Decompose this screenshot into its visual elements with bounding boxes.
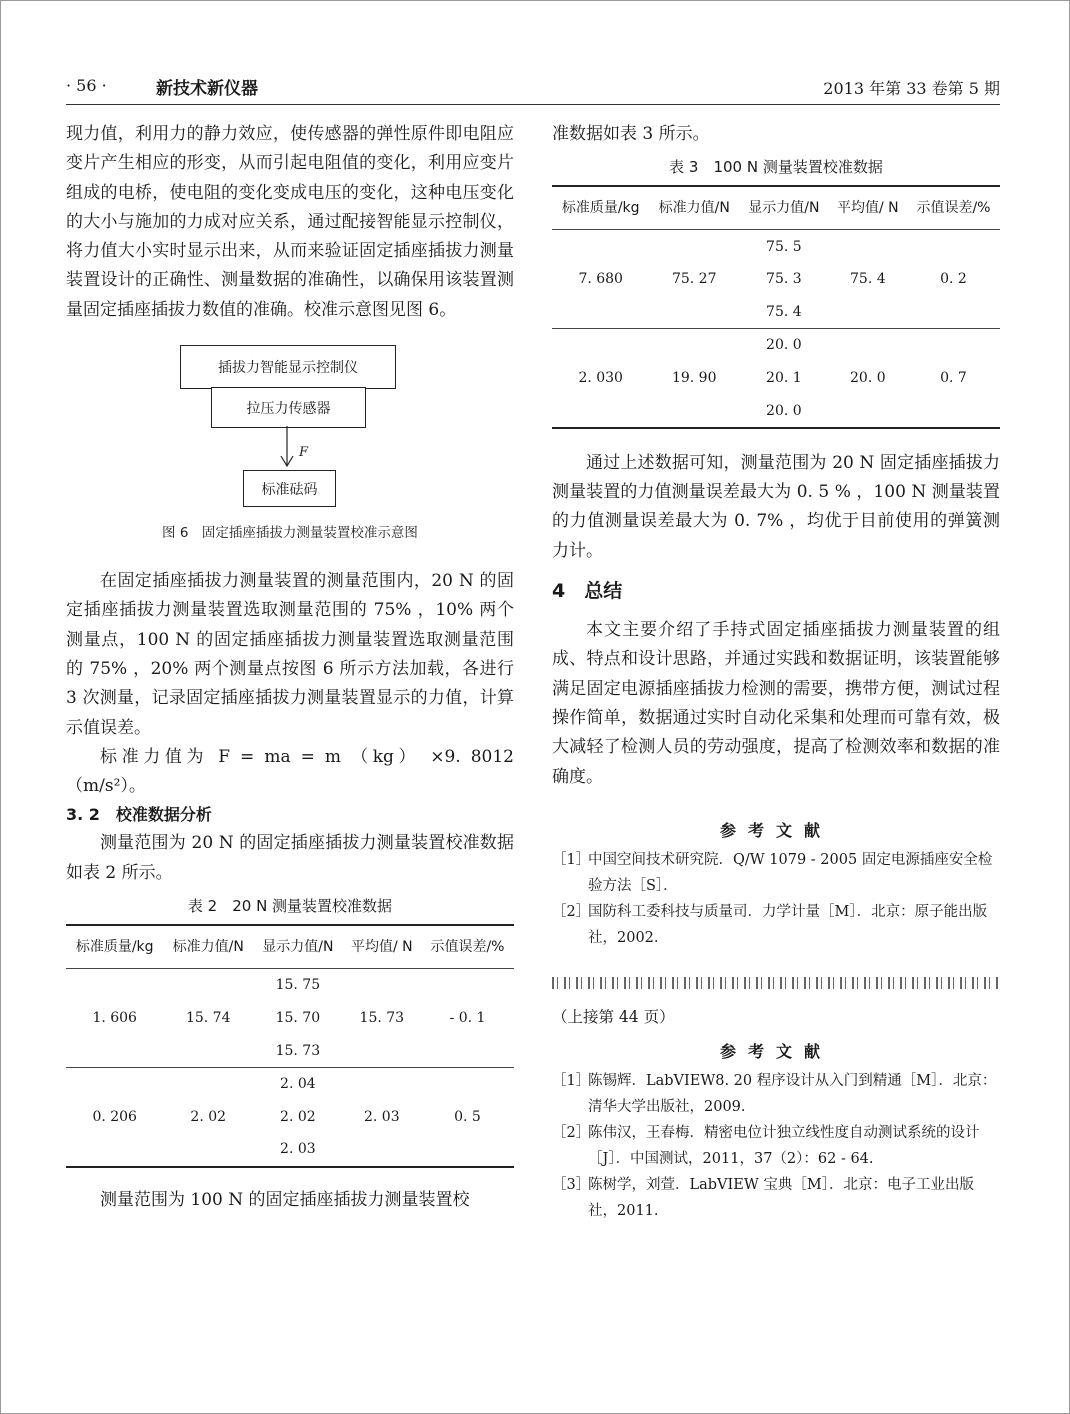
table-caption: 表 2 20 N 测量装置校准数据: [187, 897, 393, 916]
ref-text: 中国空间技术研究院．Q/W 1079 - 2005 固定电源插座安全检验方法［S］．: [588, 851, 993, 894]
paragraph: 测量范围为 100 N 的固定插座插拔力测量装置校: [100, 1189, 470, 1210]
continued-note: （上接第 44 页）: [552, 1007, 675, 1026]
reading-cell: 15. 73: [275, 1042, 321, 1059]
header-cell: 示值误差/%: [916, 200, 991, 217]
avg-cell: 20. 0: [850, 369, 886, 386]
reference-item: [552, 1172, 1000, 1224]
reading-cell: 15. 75: [275, 977, 321, 994]
references-heading: 参考文献: [719, 820, 832, 840]
journal-name: 新技术新仪器: [156, 79, 258, 99]
force-cell: 15. 74: [185, 1009, 231, 1026]
header-cell: 标准质量/kg: [75, 939, 154, 956]
header-cell: 标准质量/kg: [561, 200, 640, 217]
ref-number: ［2］: [552, 903, 591, 920]
header-cell: 显示力值/N: [748, 200, 820, 217]
table-row: [552, 329, 1000, 362]
reading-cell: 2. 03: [280, 1141, 316, 1158]
reading-cell: 2. 04: [280, 1076, 316, 1093]
table-caption: 表 3 100 N 测量装置校准数据: [669, 158, 883, 177]
header-rule: [66, 104, 1000, 105]
avg-cell: 2. 03: [364, 1108, 400, 1125]
reference-item: [552, 1120, 1000, 1172]
mass-cell: 7. 680: [578, 271, 623, 288]
header-cell: 平均值/ N: [350, 939, 413, 956]
table-row: [66, 1067, 514, 1100]
ref-text: 陈锡辉．LabVIEW8. 20 程序设计从入门到精通［M］．北京：清华大学出版社，2009.: [588, 1072, 997, 1115]
reference-item: [552, 899, 1000, 951]
reference-item: [552, 1068, 1000, 1120]
paragraph: 本文主要介绍了手持式固定插座插拔力测量装置的组成、特点和设计思路，并通过实践和数据证明，该装置能够满足固定电源插座插拔力检测的需要，携带方便，测试过程操作简单，数据通过实时自动化采集和处理而可靠有效，极大减轻了检测人员的劳动强度，提高了检测效率和数据的准确度。: [552, 620, 1000, 787]
mass-cell: 2. 030: [578, 369, 623, 386]
table-2: [66, 924, 514, 1168]
reading-cell: 20. 0: [766, 402, 802, 419]
ref-text: 陈伟汉，王春梅．精密电位计独立线性度自动测试系统的设计［J］．中国测试，2011，37（2）：62 - 64.: [588, 1124, 980, 1167]
section-heading: 3. 2 校准数据分析: [66, 805, 212, 825]
decorative-divider: [552, 977, 1000, 989]
reading-cell: 2. 02: [280, 1108, 316, 1125]
ref-number: ［3］: [552, 1176, 591, 1193]
force-cell: 75. 27: [671, 271, 717, 288]
references-list: [552, 1068, 1000, 1224]
sensor-box: 拉压力传感器: [211, 387, 366, 428]
error-cell: 0. 5: [454, 1108, 481, 1125]
error-cell: - 0. 1: [449, 1009, 486, 1026]
header-cell: 显示力值/N: [262, 939, 334, 956]
reading-cell: 20. 1: [766, 369, 802, 386]
reading-cell: 15. 70: [275, 1009, 321, 1026]
ref-text: 陈树学，刘萱．LabVIEW 宝典［M］．北京：电子工业出版社，2011.: [588, 1176, 974, 1219]
table-header-row: [552, 186, 1000, 230]
references-heading: 参考文献: [719, 1041, 832, 1061]
paragraph: 准数据如表 3 所示。: [552, 124, 710, 144]
issue-info: 2013 年第 33 卷第 5 期: [823, 79, 1000, 98]
ref-text: 国防科工委科技与质量司．力学计量［M］．北京：原子能出版社，2002.: [588, 903, 988, 946]
paragraph: 现力值，利用力的静力效应，使传感器的弹性原件即电阻应变片产生相应的形变，从而引起电阻值的变化，利用应变片组成的电桥，使电阻的变化变成电压的变化，这种电压变化的大小与施加的力成对应关系，通过配接智能显示控制仪，将力值大小实时显示出来，从而来验证固定插座插拔力测量装置设计的正确性、测量数据的准确性，以确保用该装置测量固定插座插拔力数值的准确。校准示意图见图 6。: [66, 124, 514, 320]
header-cell: 平均值/ N: [836, 200, 899, 217]
error-cell: 0. 2: [940, 271, 967, 288]
mass-cell: 0. 206: [92, 1108, 137, 1125]
avg-cell: 75. 4: [850, 271, 886, 288]
reading-cell: 75. 3: [766, 271, 802, 288]
reading-cell: 75. 4: [766, 303, 802, 320]
force-cell: 19. 90: [671, 369, 717, 386]
header-cell: 标准力值/N: [658, 200, 730, 217]
reading-cell: 75. 5: [766, 238, 802, 255]
error-cell: 0. 7: [940, 369, 967, 386]
ref-number: ［1］: [552, 1072, 591, 1089]
table-3: [552, 185, 1000, 429]
weight-box: 标准砝码: [243, 470, 336, 507]
force-cell: 2. 02: [190, 1108, 227, 1125]
left-column: [66, 120, 514, 1215]
section-heading: 4 总结: [552, 580, 623, 603]
header-cell: 标准力值/N: [172, 939, 244, 956]
controller-box: 插拔力智能显示控制仪: [180, 345, 396, 389]
figure-6: [66, 335, 514, 567]
formula-paragraph: 标准力值为 F = ma = m （kg） ×9. 8012 （m/s²）。: [66, 746, 514, 797]
reference-item: [552, 847, 1000, 899]
avg-cell: 15. 73: [359, 1009, 405, 1026]
references-list: [552, 847, 1000, 951]
reading-cell: 20. 0: [766, 337, 802, 354]
mass-cell: 1. 606: [92, 1009, 137, 1026]
right-column: [552, 120, 1000, 1224]
page-number: · 56 ·: [66, 76, 107, 95]
table-row: [552, 230, 1000, 263]
paragraph: 通过上述数据可知，测量范围为 20 N 固定插座插拔力测量装置的力值测量误差最大为 0. 5 % ，100 N 测量装置的力值测量误差最大为 0. 7% ，均优于目前使用的弹簧测力计。: [552, 452, 1000, 561]
paragraph: 在固定插座插拔力测量装置的测量范围内，20 N 的固定插座插拔力测量装置选取测量范围的 75% ，10% 两个测量点，100 N 的固定插座插拔力测量装置选取测量范围的 75% ，20% 两个测量点按图 6 所示方法加载，各进行 3 次测量，记录固定插座插拔力测量装置显示的力值，计算示值误差。: [66, 571, 514, 738]
ref-number: ［1］: [552, 851, 591, 868]
paragraph: 测量范围为 20 N 的固定插座插拔力测量装置校准数据如表 2 所示。: [66, 833, 514, 883]
figure-caption: 图 6 固定插座插拔力测量装置校准示意图: [162, 525, 418, 542]
table-header-row: [66, 925, 514, 969]
header-cell: 示值误差/%: [430, 939, 505, 956]
arrow-label: F: [299, 445, 309, 461]
running-header: [66, 74, 1000, 104]
ref-number: ［2］: [552, 1124, 591, 1141]
table-row: [66, 969, 514, 1002]
